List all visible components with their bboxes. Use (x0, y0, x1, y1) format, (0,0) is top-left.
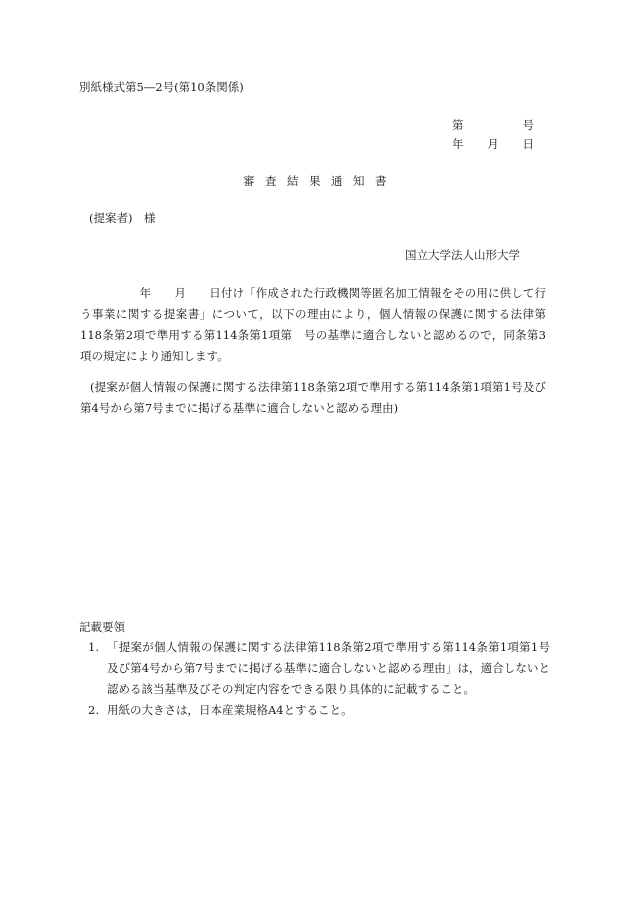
month-label: 月 (487, 137, 499, 151)
reason-heading: (提案が個人情報の保護に関する法律第118条第2項で準用する第114条第1項第1号及び第4号から第7号までに掲げる基準に適合しないと認める理由) (80, 380, 546, 415)
document-title: 審査結果通知書 (243, 174, 397, 188)
date-line (452, 139, 534, 151)
notes-list (88, 637, 550, 721)
notification-body: 年 月 日付け「作成された行政機関等匿名加工情報をその用に供して行う事業に関する提案書」について，以下の理由により，個人情報の保護に関する法律第118条第2項で準用する第114条第1項第 号の基準に適合しないと認めるので，同条第3項の規定により通知します。 (80, 286, 546, 363)
notes-title: 記載要領 (79, 620, 125, 634)
sender-name: 国立大学法人山形大学 (405, 248, 520, 262)
number-prefix: 第 (452, 118, 464, 132)
form-identifier: 別紙様式第5―2号(第10条関係) (79, 80, 244, 94)
addressee: (提案者) 様 (89, 211, 156, 225)
list-item-text: 用紙の大きさは，日本産業規格A4とすること。 (107, 703, 353, 717)
day-label: 日 (522, 137, 534, 151)
list-item-number: 2. (88, 703, 99, 717)
number-suffix: 号 (522, 118, 534, 132)
list-item-number: 1. (88, 640, 99, 654)
list-item-text: 「提案が個人情報の保護に関する法律第118条第2項で準用する第114条第1項第1号及び第4号から第7号までに掲げる基準に適合しないと認める理由」は，適合しないと認める該当基準及びその判定内容をできる限り具体的に記載すること。 (107, 640, 550, 696)
list-item (88, 637, 550, 700)
year-label: 年 (452, 137, 464, 151)
document-number-line (452, 120, 534, 132)
list-item (88, 700, 550, 721)
